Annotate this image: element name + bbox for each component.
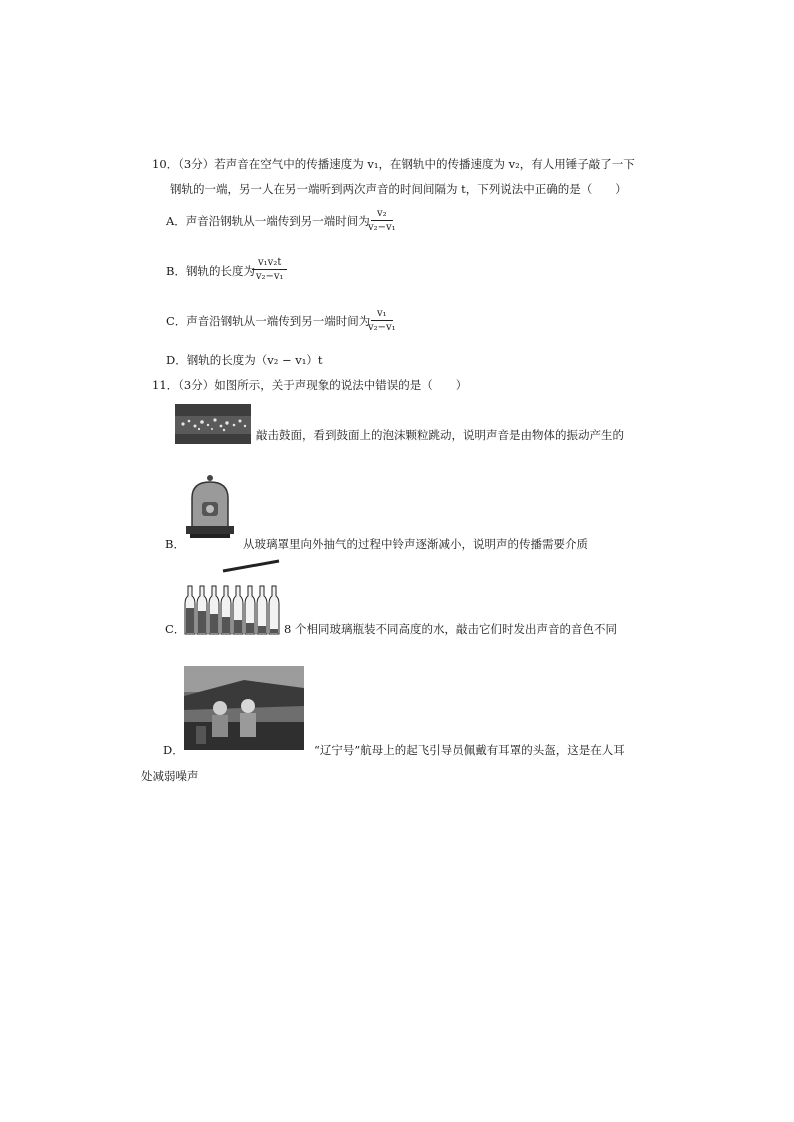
vacuum-hose-icon [221, 558, 281, 574]
fraction-denominator: v₂−v₁ [368, 222, 396, 233]
q10-option-b-fraction [252, 258, 287, 282]
drum-foam-photo [175, 404, 251, 444]
q11-option-d-letter: D． [163, 743, 184, 757]
q11-stem: 11．（3分）如图所示，关于声现象的说法中错误的是（ ） [152, 378, 468, 392]
q10-option-c-fraction [368, 309, 396, 333]
q11-option-b-letter: B． [165, 537, 185, 551]
q11-option-d-text-cont: 处减弱噪声 [141, 769, 199, 783]
q10-option-d: D．钢轨的长度为（v₂ − v₁）t [166, 353, 323, 367]
fraction-numerator: v₂ [371, 209, 393, 221]
carrier-crew-photo [184, 666, 304, 750]
q10-stem-line1: 10．（3分）若声音在空气中的传播速度为 v₁，在钢轨中的传播速度为 v₂，有人用锤子敲了一下 [152, 157, 635, 171]
q11-option-c-text: 8 个相同玻璃瓶装不同高度的水，敲击它们时发出声音的音色不同 [284, 622, 617, 636]
fraction-numerator: v₁v₂t [252, 258, 287, 270]
q11-option-b-text: 从玻璃罩里向外抽气的过程中铃声逐渐减小，说明声的传播需要介质 [243, 537, 588, 551]
q11-option-c-letter: C． [165, 622, 186, 636]
q10-stem-line2: 钢轨的一端，另一人在另一端听到两次声音的时间间隔为 t，下列说法中正确的是（ ） [170, 182, 627, 196]
q10-option-a-fraction [368, 209, 396, 233]
q10-option-b: B．钢轨的长度为 [166, 264, 255, 278]
q11-option-a-text: 敲击鼓面，看到鼓面上的泡沫颗粒跳动，说明声音是由物体的振动产生的 [256, 428, 624, 442]
fraction-denominator: v₂−v₁ [255, 271, 284, 282]
fraction-denominator: v₂−v₁ [368, 322, 396, 333]
water-bottles-photo [182, 584, 282, 636]
q10-option-a: A．声音沿钢轨从一端传到另一端时间为 [166, 214, 370, 228]
q11-option-d-text: “辽宁号”航母上的起飞引导员佩戴有耳罩的头盔，这是在人耳 [314, 743, 625, 757]
fraction-numerator: v₁ [371, 309, 393, 321]
q10-option-c: C．声音沿钢轨从一端传到另一端时间为 [166, 314, 371, 328]
bell-jar-photo [182, 472, 238, 540]
